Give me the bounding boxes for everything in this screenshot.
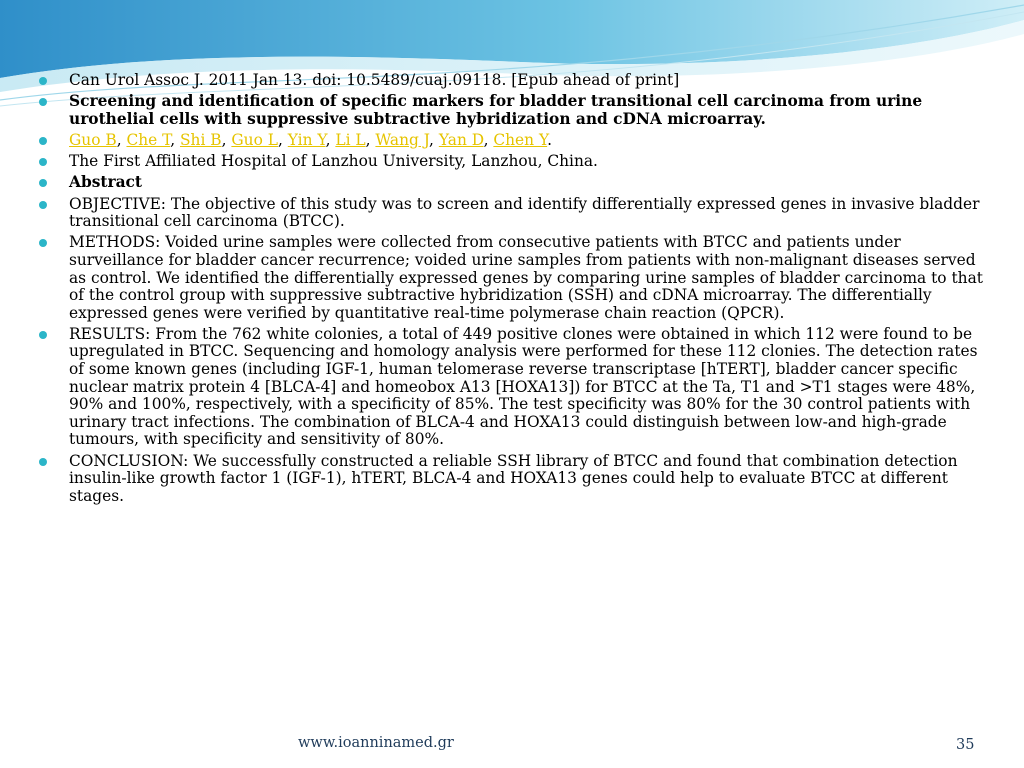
bullet-icon <box>39 458 47 466</box>
author-link[interactable]: Che T <box>126 130 171 149</box>
author-list <box>69 131 552 149</box>
author-link[interactable]: Guo B <box>69 130 117 149</box>
author-link[interactable]: Chen Y <box>493 130 548 149</box>
bullet-icon <box>39 158 47 166</box>
bullet-icon <box>39 137 47 145</box>
bullet-icon <box>39 77 47 85</box>
slide-content <box>38 72 988 509</box>
results-item <box>38 326 988 449</box>
title-item <box>38 93 988 128</box>
author-separator: , <box>170 130 180 149</box>
author-separator: , <box>116 130 127 149</box>
conclusion-text: CONCLUSION: We successfully constructed a reliable SSH library of BTCC and found that combination detection insulin-like growth factor 1 (IGF-1), hTERT, BLCA-4 and HOXA13 genes could help to evaluate BTCC at different stages. <box>69 451 958 505</box>
author-separator: , <box>325 130 336 149</box>
footer-website: www.ioanninamed.gr <box>298 735 454 751</box>
bullet-icon <box>39 179 47 187</box>
conclusion-item <box>38 453 988 506</box>
bullet-icon <box>39 201 47 209</box>
objective-item <box>38 196 988 231</box>
author-separator: , <box>365 130 376 149</box>
author-separator: , <box>429 130 439 149</box>
abstract-heading-item <box>38 174 988 192</box>
author-separator: , <box>483 130 494 149</box>
citation-text: Can Urol Assoc J. 2011 Jan 13. doi: 10.5489/cuaj.09118. [Epub ahead of print] <box>69 71 680 89</box>
bullet-icon <box>39 239 47 247</box>
methods-text: METHODS: Voided urine samples were collected from consecutive patients with BTCC and patients under surveillance for bladder cancer recurrence; voided urine samples from patients with non-malignant diseases served as control. We identified the differentially expressed genes by comparing urine samples of bladder carcinoma to that of the control group with suppressive subtractive hybridization (SSH) and cDNA microarray. The differentially expressed genes were verified by quantitative real-time polymerase chain reaction (QPCR). <box>69 233 983 322</box>
citation-item <box>38 72 988 90</box>
author-link[interactable]: Wang J <box>375 130 430 149</box>
page-number: 35 <box>956 737 975 753</box>
author-link[interactable]: Shi B <box>179 130 222 149</box>
author-separator: . <box>547 130 553 149</box>
authors-item <box>38 132 988 150</box>
author-link[interactable]: Li L <box>335 130 366 149</box>
bullet-list <box>38 72 988 505</box>
objective-text: OBJECTIVE: The objective of this study was to screen and identify differentially expressed genes in invasive bladder transitional cell carcinoma (BTCC). <box>69 194 980 231</box>
bullet-icon <box>39 331 47 339</box>
author-separator: , <box>221 130 232 149</box>
author-separator: , <box>277 130 288 149</box>
author-link[interactable]: Guo L <box>231 130 278 149</box>
results-text: RESULTS: From the 762 white colonies, a total of 449 positive clones were obtained in which 112 were found to be upregulated in BTCC. Sequencing and homology analysis were performed for these 112 clonies. The detection rates of some known genes (including IGF-1, human telomerase reverse transcriptase [hTERT], bladder cancer specific nuclear matrix protein 4 [BLCA-4] and homeobox A13 [HOXA13]) for BTCC at the Ta, T1 and >T1 stages were 48%, 90% and 100%, respectively, with a specificity of 85%. The test specificity was 80% for the 30 control patients with urinary tract infections. The combination of BLCA-4 and HOXA13 could distinguish between low-and high-grade tumours, with specificity and sensitivity of 80%. <box>69 324 978 449</box>
author-link[interactable]: Yin Y <box>287 130 326 149</box>
methods-item <box>38 234 988 322</box>
author-link[interactable]: Yan D <box>438 130 484 149</box>
affiliation-text: The First Affiliated Hospital of Lanzhou University, Lanzhou, China. <box>69 152 598 171</box>
article-title: Screening and identification of specific markers for bladder transitional cell carcinoma from urine urothelial cells with suppressive subtractive hybridization and cDNA microarray. <box>69 92 923 128</box>
abstract-heading: Abstract <box>69 173 143 192</box>
affiliation-item <box>38 153 988 171</box>
bullet-icon <box>39 98 47 106</box>
